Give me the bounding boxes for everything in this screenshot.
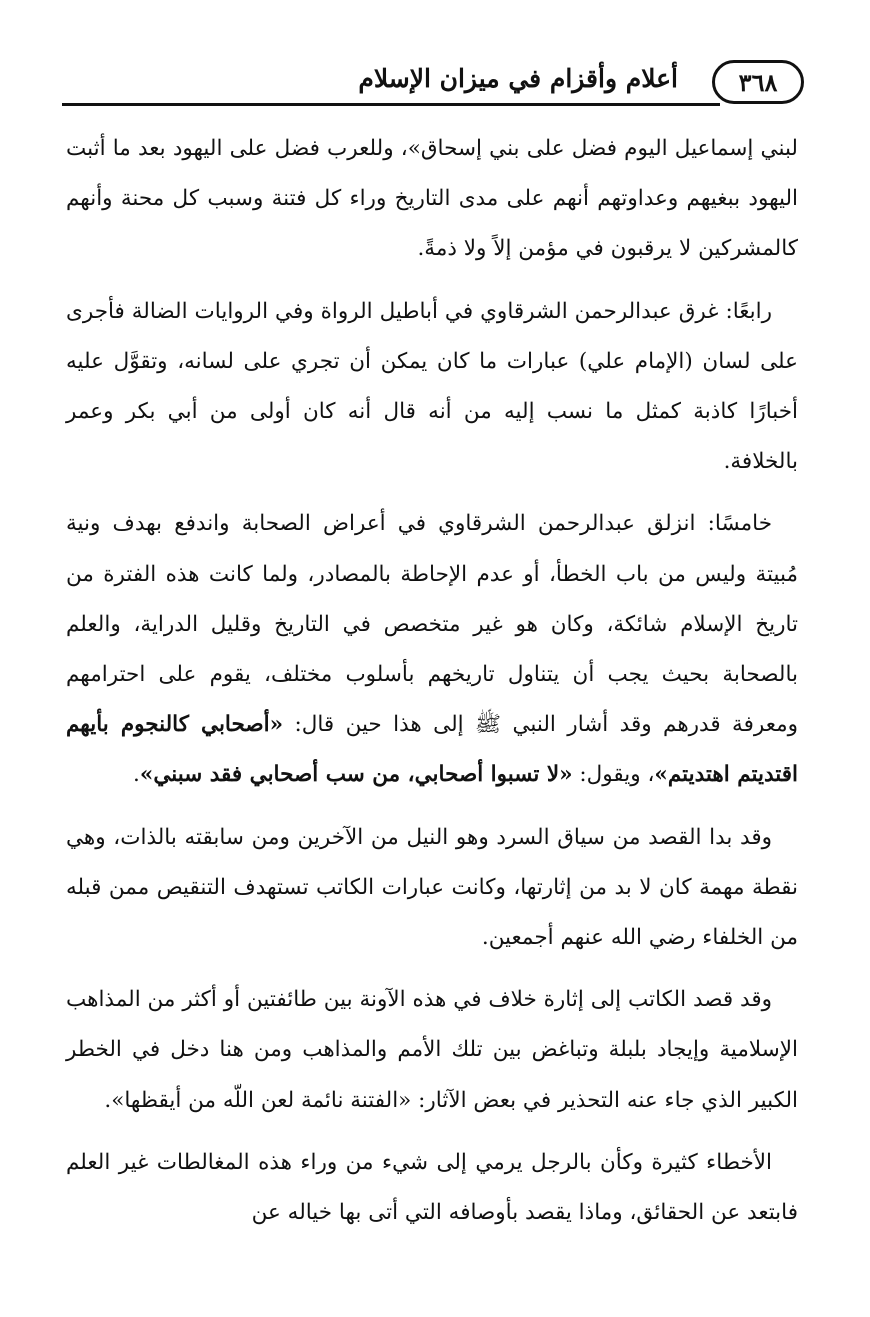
paragraph <box>66 124 798 275</box>
header-rule <box>62 103 720 106</box>
paragraph <box>66 1138 798 1238</box>
text-run: رابعًا: غرق عبدالرحمن الشرقاوي في أباطيل الرواة وفي الروايات الضالة فأجرى على لسان (الإمام علي) عبارات ما كان يمكن أن تجري على لسانه، وتقوَّل عليه أخبارًا كاذبة كمثل ما نسب إليه من أنه قال أنه كان أولى من أبي بكر وعمر بالخلافة. <box>66 298 798 475</box>
text-run: ، ويقول: <box>572 762 655 788</box>
page-header <box>62 58 806 110</box>
page-number: ٣٦٨ <box>712 60 804 104</box>
text-run: لبني إسماعيل اليوم فضل على بني إسحاق»، وللعرب فضل على اليهود بعد ما أثبت اليهود ببغيهم وعداوتهم أنهم على مدى التاريخ وراء كل فتنة وسبب كل محنة وأنهم كالمشركين لا يرقبون في مؤمن إلاً ولا ذمةً. <box>66 136 798 262</box>
hadith-quote: «لا تسبوا أصحابي، من سب أصحابي فقد سبني» <box>139 762 573 788</box>
text-run: . <box>133 762 140 788</box>
paragraph <box>66 813 798 964</box>
paragraph <box>66 975 798 1126</box>
paragraph <box>66 499 798 800</box>
text-run: خامسًا: انزلق عبدالرحمن الشرقاوي في أعراض الصحابة واندفع بهدف ونية مُبيتة وليس من باب الخطأ، أو عدم الإحاطة بالمصادر، ولما كانت هذه الفترة من تاريخ الإسلام شائكة، وكان هو غير متخصص في التاريخ وقليل الدراية، والعلم بالصحابة بحيث يجب أن يتناول تاريخهم بأسلوب مختلف، يقوم على احترامهم ومعرفة قدرهم وقد أشار النبي ﷺ إلى هذا حين قال: <box>66 511 798 738</box>
text-run: وقد قصد الكاتب إلى إثارة خلاف في هذه الآونة بين طائفتين أو أكثر من المذاهب الإسلامية وإيجاد بلبلة وتباغض بين تلك الأمم والمذاهب ومن هنا دخل في الخطر الكبير الذي جاء عنه التحذير في بعض الآثار: «الفتنة نائمة لعن اللّه من أيقظها». <box>66 987 798 1113</box>
paragraph <box>66 287 798 488</box>
text-run: وقد بدا القصد من سياق السرد وهو النيل من الآخرين ومن سابقته بالذات، وهي نقطة مهمة كان لا بد من إثارتها، وكانت عبارات الكاتب تستهدف التنقيص ممن قبله من الخلفاء رضي الله عنهم أجمعين. <box>66 824 798 951</box>
page-body <box>66 124 798 1250</box>
running-title: أعلام وأقزام في ميزان الإسلام <box>358 64 678 93</box>
text-run: الأخطاء كثيرة وكأن بالرجل يرمي إلى شيء من وراء هذه المغالطات غير العلم فابتعد عن الحقائق، وماذا يقصد بأوصافه التي أتى بها خياله عن <box>66 1149 798 1226</box>
hadith-quote: «أصحابي كالنجوم بأيهم اقتديتم اهتديتم» <box>66 712 798 788</box>
